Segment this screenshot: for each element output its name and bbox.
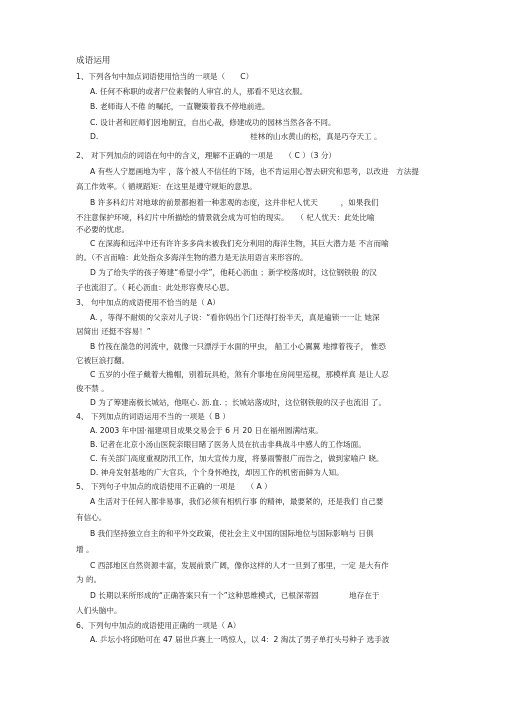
question-4-stem: 4、 下列加点的词语运用不当的一项是（ B ） [76, 412, 230, 421]
question-2-option-b-cont: 不注意保护环境，科幻片中所描绘的情景就会成为可怕的现实。 （ 杞人忧天：此处比喻 [76, 213, 375, 222]
question-2-option-d: D 为了给失学的孩子筹建“希望小学”，他耗心沥血 ；新学校落成时，这位钢铁般 的汉 [90, 268, 377, 277]
question-5-option-a-cont: 有信心。 [76, 513, 107, 522]
question-2-option-b: B 许多科幻片对地球的前景都抱着一种悲观的态度，这并非杞人忧天 ，如果我们 [90, 198, 379, 207]
question-2-option-b-cont2: 不必要的忧虑。 [76, 225, 130, 234]
question-3-option-a-cont: 居简出 还挺不容易！” [76, 327, 151, 336]
question-4-option-c: C. 有关部门高度重视防汛工作，加大宣传力度，将暴雨警报广而告之，做到家喻户 晓。 [90, 454, 384, 463]
question-5-option-b-cont: 增 。 [76, 545, 94, 554]
question-5-option-d-cont: 人们头脑中。 [76, 606, 122, 615]
doc-title: 成语运用 [76, 56, 111, 66]
question-1-option-c: C. 设计者和匠师们因地制宜，自出心裁，修建成功的园林当然各各不同。 [90, 118, 336, 127]
question-1-option-d: D. 桂林的山水黄山的松，真是巧夺天工 。 [90, 132, 382, 141]
question-3-option-c: C 五岁的小侄子戴着大檐帽，别着玩具枪，煞有介事地在房间里巡视，那模样真 是让人忍 [90, 370, 389, 379]
question-2-option-a-cont: 高工作效率。（ 循规蹈矩：在这里是遵守规矩的意思。 [76, 182, 257, 191]
question-5-option-c-cont: 为 的。 [76, 575, 102, 584]
question-3-option-c-cont: 俊不禁 。 [76, 384, 109, 393]
question-5-option-b: B 我们坚持独立自主的和平外交政策，使社会主义中国的国际地位与国际影响与 日俱 [90, 529, 374, 538]
question-5-stem: 5、 下列句子中加点的成语使用不正确的一项是 （ A ） [76, 482, 272, 491]
question-2-option-c: C 在深海和远洋中还有许许多多尚未被我们充分利用的海洋生物，其巨大潜力是 不言而喻 [90, 239, 389, 248]
question-4-option-d: D. 神舟发射基地的广大官兵，个个身怀绝技，却因工作的机密而鲜为人知。 [90, 468, 344, 477]
question-5-option-a: A 生活对于任何人都非易事，我们必须有相机行事 的精神，最要紧的，还是我们 自己要 [90, 497, 384, 506]
question-1-option-b: B. 老师诲人不倦 的嘱托，一直鞭策着我不停地前进。 [90, 102, 270, 111]
question-2-option-a: A 有些人宁愿画地为牢 ，落个被人不信任的下场，也不肯运用心智去研究和思考，以改进 方法提 [90, 167, 419, 176]
question-6-option-a: A. 乒坛小将邱贻可在 47 届世乒赛上一鸣惊人，以 4：2 淘汰了男子单打头号种子 选手波 [90, 635, 390, 644]
question-2-option-c-cont: 的。（不言而喻：此处指众多海洋生物的潜力是无法用语言来形容的。 [76, 253, 308, 262]
question-4-option-a: A. 2003 年中国·福建项目成果交易会于 6 月 20 日在福州圆满结束。 [90, 426, 323, 435]
question-4-option-b: B. 记者在北京小汤山医院亲眼目睹了医务人员在抗击非典战斗中感人的工作场面。 [90, 440, 366, 449]
question-5-option-d: D 长期以来所形成的“正确答案只有一个”这种思维模式，已根深蒂固 地存在于 [90, 591, 380, 600]
question-3-stem: 3、 句中加点的成语使用不恰当的是（ A） [76, 298, 220, 307]
question-3-option-d: D 为了筹建南极长城站，他呕心. 沥.血. ；长城站落成时，这位钢铁般的汉子也流泪 了。 [90, 398, 387, 407]
question-6-stem: 6、下列句中加点的成语使用正确的一项是（ A） [76, 621, 241, 630]
question-1-stem: 1、下列各句中加点词语使用恰当的一项是（ C） [76, 72, 254, 81]
question-2-stem: 2、 对下列加点的词语在句中的含义，理解不正确的一项是 （ C ）（3 分） [76, 151, 337, 160]
question-5-option-c: C 西部地区自然资源丰富，发展前景广阔，像你这样的人才一旦到了那里，一定 是大有作 [90, 561, 389, 570]
question-3-option-b-cont: 它被巨浪打翻。 [76, 356, 130, 365]
question-3-option-b: B 竹筏在湍急的河流中，就像一只漂浮于水面的甲虫， 船工小心翼翼 地撑着筏子， 惟恐 [90, 342, 386, 351]
question-2-option-d-cont: 子也流泪了。（ 耗心沥血：此处形容费尽心思。 [76, 283, 235, 292]
question-1-option-a: A. 任何不称职的或者尸位素餐的人审官.的人，那看不见这衣服。 [90, 87, 308, 96]
question-3-option-a: A. ，等得不耐烦的父亲对儿子说：“看你妈出个门还得打扮半天，真是遍锁一一让 她深 [90, 313, 380, 322]
